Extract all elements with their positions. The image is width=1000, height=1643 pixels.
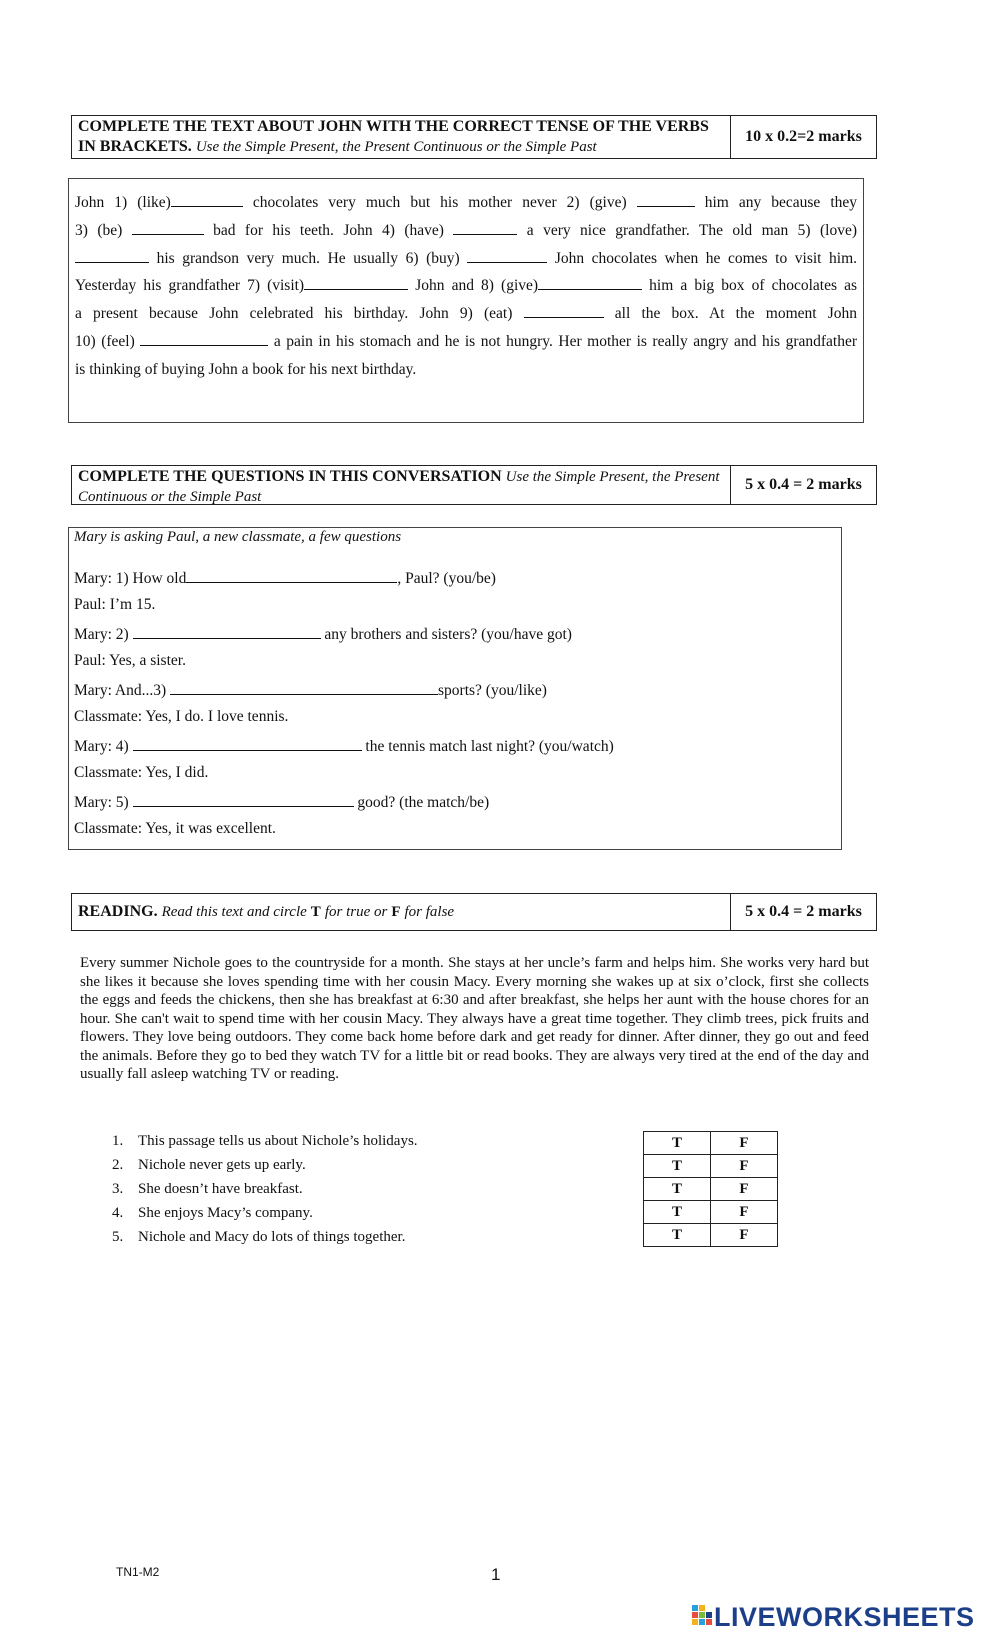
statement-list <box>112 1133 418 1253</box>
section2-marks: 5 x 0.4 = 2 marks <box>730 466 876 504</box>
false-option-4[interactable]: F <box>711 1201 778 1224</box>
liveworksheets-logo-text: LIVEWORKSHEETS <box>714 1602 975 1632</box>
dialogue-line-1: Mary: 1) How old , Paul? (you/be) <box>74 570 496 587</box>
tf-row-2 <box>644 1155 778 1178</box>
dialogue-line-5: Mary: And...3) sports? (you/like) <box>74 682 547 699</box>
dialogue-line-2: Paul: I’m 15. <box>74 596 156 613</box>
false-option-3[interactable]: F <box>711 1178 778 1201</box>
true-false-table <box>643 1131 778 1247</box>
page-number: 1 <box>491 1565 501 1584</box>
blank-3[interactable] <box>132 220 204 235</box>
section1-title-bold: COMPLETE THE TEXT ABOUT JOHN WITH THE CORRECT TENSE OF THE VERBS IN BRACKETS. <box>78 118 709 155</box>
dialogue-line-10: Classmate: Yes, it was excellent. <box>74 820 276 837</box>
section3-header <box>71 893 877 931</box>
ex1-line-2: 3) (be) bad for his teeth. John 4) (have) a very nice grandfather. The old man 5) (love) <box>75 221 858 239</box>
true-option-4[interactable]: T <box>644 1201 711 1224</box>
blank-7[interactable] <box>304 275 408 290</box>
footer-code: TN1-M2 <box>116 1565 160 1579</box>
answer-blank-3[interactable] <box>170 680 438 695</box>
dialogue-line-8: Classmate: Yes, I did. <box>74 764 209 781</box>
section2-header <box>71 465 877 505</box>
section1-marks: 10 x 0.2=2 marks <box>730 116 876 158</box>
statement-5: 5. Nichole and Macy do lots of things together. <box>112 1229 406 1245</box>
ex1-line-4: Yesterday his grandfather 7) (visit) John and 8) (give) him a big box of chocolates as <box>75 277 857 295</box>
blank-10[interactable] <box>140 331 268 346</box>
liveworksheets-logo <box>692 1602 975 1633</box>
false-option-2[interactable]: F <box>711 1155 778 1178</box>
blank-1[interactable] <box>171 192 243 207</box>
section2-title-bold: COMPLETE THE QUESTIONS IN THIS CONVERSATION <box>78 468 502 485</box>
true-option-5[interactable]: T <box>644 1224 711 1247</box>
section1-text-box <box>68 178 864 423</box>
false-option-1[interactable]: F <box>711 1132 778 1155</box>
dialogue-line-4: Paul: Yes, a sister. <box>74 652 186 669</box>
section2-title <box>72 466 734 504</box>
reading-passage: Every summer Nichole goes to the countryside for a month. She stays at her uncle’s farm and helps him. She works very hard but she likes it because she loves spending time with her cousin Macy. Every morning she wakes up at six o’clock, first she collects the eggs and feeds the chickens, then she has breakfast at 6:30 and after breakfast, she helps her aunt with the house chores for an hour. She can't wait to spend time with her cousin Macy. They always have a great time together. They climb trees, pick fruits and flowers. They love being outdoors. They come back home before dark and get ready for dinner. After dinner, they go out and feed the animals. Before they go to bed they watch TV for a little bit or read books. They are always very tired at the end of the day and usually fall asleep watching TV or reading. <box>80 955 869 1082</box>
dialogue-line-6: Classmate: Yes, I do. I love tennis. <box>74 708 289 725</box>
blank-8[interactable] <box>538 275 642 290</box>
answer-blank-5[interactable] <box>133 792 354 807</box>
dialogue-line-9: Mary: 5) good? (the match/be) <box>74 794 490 811</box>
answer-blank-2[interactable] <box>133 624 321 639</box>
blank-6[interactable] <box>467 248 547 263</box>
section1-header <box>71 115 877 159</box>
section3-marks: 5 x 0.4 = 2 marks <box>730 894 876 930</box>
statement-1: 1. This passage tells us about Nichole’s holidays. <box>112 1133 418 1149</box>
statement-2: 2. Nichole never gets up early. <box>112 1157 306 1173</box>
true-option-1[interactable]: T <box>644 1132 711 1155</box>
true-option-2[interactable]: T <box>644 1155 711 1178</box>
blank-5[interactable] <box>75 248 149 263</box>
section3-title: READING. Read this text and circle T for true or F for false <box>78 903 455 920</box>
ex1-line-5: a present because John celebrated his birthday. John 9) (eat) all the box. At the moment John <box>75 305 858 323</box>
ex1-line-7: is thinking of buying John a book for his next birthday. <box>75 360 417 378</box>
false-option-5[interactable]: F <box>711 1224 778 1247</box>
ex1-line-3: his grandson very much. He usually 6) (buy) John chocolates when he comes to visit him. <box>75 245 857 273</box>
answer-blank-1[interactable] <box>186 568 397 583</box>
ex1-line-1: John 1) (like) chocolates very much but his mother never 2) (give) him any because they <box>75 194 858 211</box>
blank-2[interactable] <box>637 192 695 207</box>
true-option-3[interactable]: T <box>644 1178 711 1201</box>
answer-blank-4[interactable] <box>133 736 362 751</box>
statement-4: 4. She enjoys Macy’s company. <box>112 1205 313 1221</box>
section1-title <box>72 116 734 158</box>
blank-9[interactable] <box>524 303 604 318</box>
section1-title-italic: Use the Simple Present, the Present Continuous or the Simple Past <box>195 139 597 155</box>
tf-row-4 <box>644 1201 778 1224</box>
statement-3: 3. She doesn’t have breakfast. <box>112 1181 303 1197</box>
dialogue-line-7: Mary: 4) the tennis match last night? (you/watch) <box>74 738 614 755</box>
ex1-line-6: 10) (feel) a pain in his stomach and he is not hungry. Her mother is really angry and his grandfather <box>75 332 858 350</box>
tf-row-5 <box>644 1224 778 1247</box>
section2-title-italic: Use the Simple Present, the Present Continuous or the Simple Past <box>78 469 720 505</box>
dialogue-line-3: Mary: 2) any brothers and sisters? (you/have got) <box>74 626 572 643</box>
blank-4[interactable] <box>453 220 517 235</box>
tf-row-1 <box>644 1132 778 1155</box>
tf-row-3 <box>644 1178 778 1201</box>
dialogue-intro: Mary is asking Paul, a new classmate, a few questions <box>74 529 402 545</box>
section3-title-bold: READING. <box>78 903 158 920</box>
liveworksheets-logo-icon <box>692 1605 714 1631</box>
